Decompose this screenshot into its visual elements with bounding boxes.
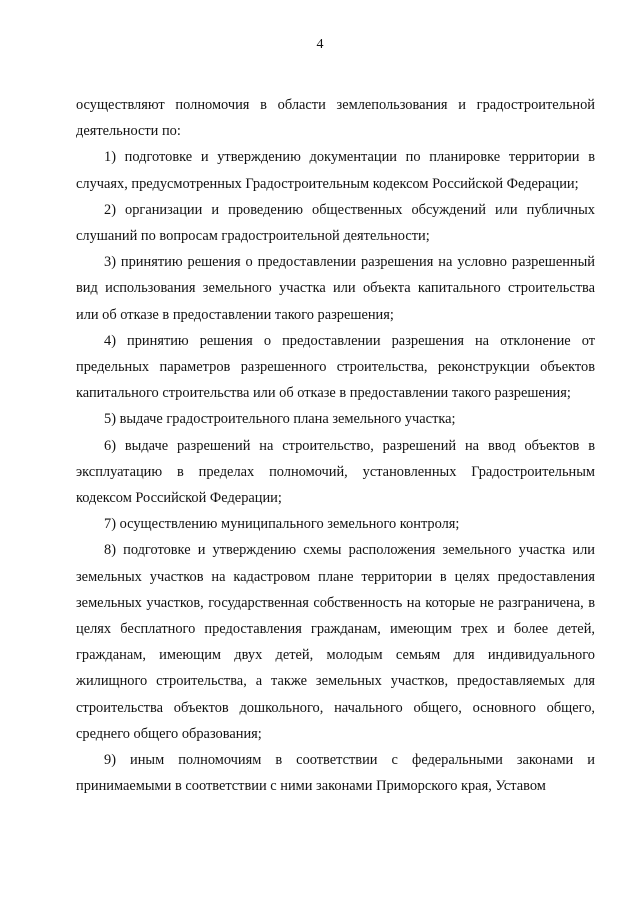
list-item-6: 6) выдаче разрешений на строительство, разрешений на ввод объектов в эксплуатацию в пределах полномочий, установленных Градостроительным кодексом Российской Федерации; [76, 437, 595, 507]
list-item-7: 7) осуществлению муниципального земельного контроля; [104, 516, 460, 533]
list-item-4: 4) принятию решения о предоставлении разрешения на отклонение от предельных параметров разрешенного строительства, реконструкции объектов капитального строительства или об отказе в предоставлении такого разрешения; [76, 332, 595, 402]
list-item-2: 2) организации и проведению общественных обсуждений или публичных слушаний по вопросам градостроительной деятельности; [76, 201, 595, 245]
document-body [76, 92, 595, 799]
list-item-1: 1) подготовке и утверждению документации по планировке территории в случаях, предусмотренных Градостроительным кодексом Российской Федерации; [76, 149, 595, 192]
list-item-8: 8) подготовке и утверждению схемы расположения земельного участка или земельных участков на кадастровом плане территории в целях предоставления земельных участков, государственная собственность на которые не разграничена, в целях бесплатного предоставления гражданам, имеющим трех и более детей, гражданам, имеющим двух детей, молодым семьям для индивидуального жилищного строительства, а также земельных участков, предоставляемых для строительства объектов дошкольного, начального общего, основного общего, среднего общего образования; [76, 542, 595, 742]
list-item-5: 5) выдаче градостроительного плана земельного участка; [104, 411, 456, 428]
page-number: 4 [316, 37, 324, 52]
list-item-9: 9) иным полномочиям в соответствии с федеральными законами и принимаемыми в соответствии с ними законами Приморского края, Уставом [76, 752, 595, 795]
paragraph-intro: осуществляют полномочия в области землепользования и градостроительной деятельности по: [76, 97, 595, 140]
list-item-3: 3) принятию решения о предоставлении разрешения на условно разрешенный вид использования земельного участка или объекта капитального строительства или об отказе в предоставлении такого разрешения; [76, 254, 595, 323]
